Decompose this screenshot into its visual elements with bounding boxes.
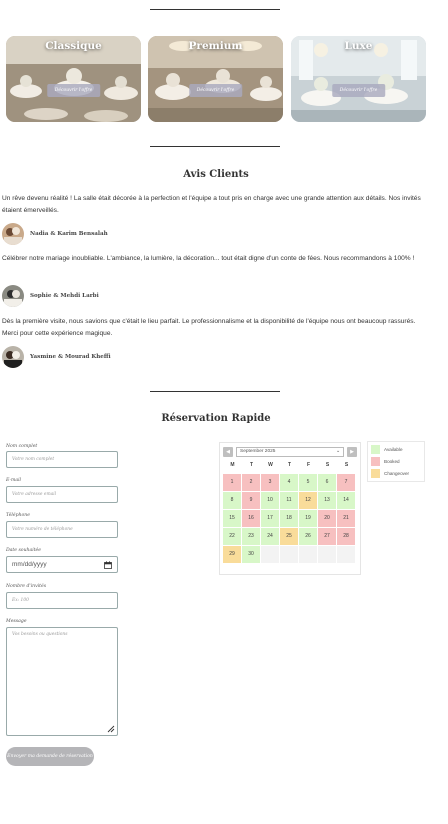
legend-label: Changeover [384,471,410,476]
calendar-day-empty [299,546,317,563]
package-title: Luxe [344,40,373,52]
resize-handle-icon[interactable] [107,725,115,733]
availability-calendar [219,442,361,575]
weekday-label: T [287,462,292,468]
weekday-label: M [230,462,235,468]
next-month-button[interactable]: ▶ [347,447,357,457]
calendar-day[interactable]: 12 [299,492,317,509]
calendar-day[interactable]: 21 [337,510,355,527]
name-field[interactable]: Votre nom complet [6,451,118,468]
package-title: Premium [188,40,243,52]
section-divider [150,146,280,147]
reservation-title: Réservation Rapide [161,413,271,424]
date-value: mm/dd/yyyy [12,561,47,568]
calendar-day[interactable]: 26 [299,528,317,545]
review-author: Sophie & Mehdi Larbi [30,293,99,299]
weekday-label: W [268,462,273,468]
calendar-day-empty [318,546,336,563]
discover-offer-button[interactable]: Découvrir l'offre [332,84,386,97]
calendar-day[interactable]: 14 [337,492,355,509]
review-text: Un rêve devenu réalité ! La salle était décorée à la perfection et l'équipe a tout pris en charge avec une grande attention aux détails. Nos invités étaient émerveillés. [2,195,421,214]
legend-swatch [371,469,380,478]
date-field[interactable] [6,556,118,573]
calendar-day[interactable]: 19 [299,510,317,527]
avatar [2,346,24,368]
weekday-label: S [325,462,330,468]
chevron-down-icon: ⌄ [335,448,340,454]
calendar-legend [367,441,425,482]
calendar-day[interactable]: 10 [261,492,279,509]
top-divider [150,9,280,10]
calendar-day[interactable]: 13 [318,492,336,509]
package-title: Classique [45,40,102,52]
calendar-day[interactable]: 22 [223,528,241,545]
reviews-title: Avis Clients [183,169,249,180]
calendar-day[interactable]: 5 [299,474,317,491]
calendar-day[interactable]: 9 [242,492,260,509]
legend-item [371,469,409,478]
discover-offer-button[interactable]: Découvrir l'offre [189,84,243,97]
package-card-classique[interactable] [6,36,141,122]
guests-field[interactable]: Ex: 100 [6,592,118,609]
calendar-day[interactable]: 8 [223,492,241,509]
calendar-day[interactable]: 30 [242,546,260,563]
message-field[interactable] [6,627,118,736]
calendar-day[interactable]: 24 [261,528,279,545]
review-author: Yasmine & Mourad Kheffi [30,354,111,360]
calendar-day[interactable]: 2 [242,474,260,491]
legend-item [371,445,403,454]
discover-offer-button[interactable]: Découvrir l'offre [47,84,101,97]
calendar-day[interactable]: 11 [280,492,298,509]
calendar-day[interactable]: 27 [318,528,336,545]
calendar-day[interactable]: 4 [280,474,298,491]
avatar [2,285,24,307]
phone-field[interactable]: Votre numéro de téléphone [6,521,118,538]
message-placeholder: Vos besoins ou questions [12,632,68,637]
legend-swatch [371,445,380,454]
date-label: Date souhaitée [6,548,41,553]
package-card-premium[interactable] [148,36,283,122]
weekday-label: S [344,462,349,468]
calendar-day[interactable]: 7 [337,474,355,491]
email-field[interactable]: Votre adresse email [6,486,118,503]
month-select[interactable] [236,447,344,457]
calendar-day[interactable]: 28 [337,528,355,545]
calendar-icon[interactable] [104,561,112,569]
legend-swatch [371,457,380,466]
package-card-luxe[interactable] [291,36,426,122]
guests-label: Nombre d'invités [6,584,47,589]
month-label: September 2025 [240,448,276,454]
prev-month-button[interactable]: ◀ [223,447,233,457]
review-text: Dès la première visite, nous savions que c'était le lieu parfait. Le professionnalisme et la disponibilité de l'équipe nous ont beaucoup rassurés. Merci pour cette expérience magique. [2,318,416,337]
calendar-day[interactable]: 3 [261,474,279,491]
calendar-day[interactable]: 6 [318,474,336,491]
legend-label: Booked [384,459,400,464]
message-label: Message [6,619,27,624]
calendar-day-empty [337,546,355,563]
review-text: Célébrer notre mariage inoubliable. L'ambiance, la lumière, la décoration... tout était digne d'un conte de fées. Nous recommandons à 100% ! [2,255,415,262]
avatar [2,223,24,245]
submit-button[interactable]: Envoyer ma demande de réservation [6,747,94,766]
calendar-day[interactable]: 1 [223,474,241,491]
calendar-days [223,474,355,563]
name-label: Nom complet [6,444,38,449]
legend-label: Available [384,447,403,452]
calendar-day-empty [280,546,298,563]
calendar-day[interactable]: 15 [223,510,241,527]
calendar-day[interactable]: 29 [223,546,241,563]
calendar-day[interactable]: 20 [318,510,336,527]
calendar-day[interactable]: 18 [280,510,298,527]
calendar-day[interactable]: 25 [280,528,298,545]
section-divider [150,391,280,392]
legend-item [371,457,400,466]
calendar-day[interactable]: 16 [242,510,260,527]
phone-label: Téléphone [6,513,30,518]
calendar-header [223,446,357,457]
review-author: Nadia & Karim Bensalah [30,231,108,237]
calendar-day-empty [261,546,279,563]
calendar-day[interactable]: 23 [242,528,260,545]
weekday-label: T [249,462,254,468]
calendar-day[interactable]: 17 [261,510,279,527]
weekday-header [223,460,356,470]
weekday-label: F [306,462,311,468]
email-label: E-mail [6,478,22,483]
